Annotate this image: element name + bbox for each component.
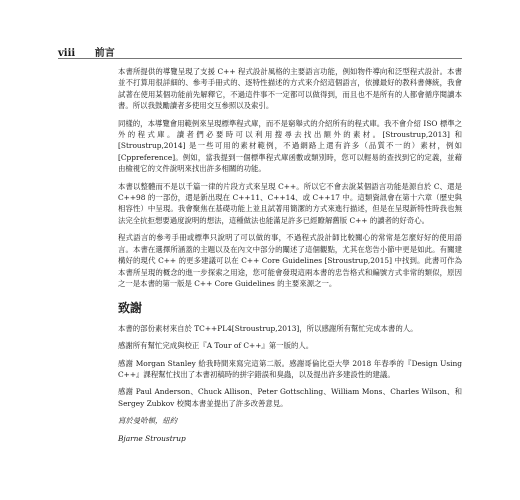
page-number: viii — [58, 48, 76, 59]
page-body — [118, 66, 462, 450]
acknowledgements-paragraph: 感謝 Paul Anderson、Chuck Allison、Peter Gottschling、William Mons、Charles Wilson、和 Sergey Zubkov 校閱本書並提出了許多改善意見。 — [118, 387, 462, 408]
running-header — [58, 44, 115, 59]
closing-line: 寫於曼哈頓，紐約 — [118, 416, 178, 426]
acknowledgements-paragraph: 感謝 Morgan Stanley 給我時間來寫完這第二版。感謝哥倫比亞大學 2018 年春季的『Design Using C++』課程幫忙找出了本書初稿時的拼字錯誤和臭蟲，以及提出許多建設性的建議。 — [118, 358, 462, 379]
acknowledgements-paragraph: 感謝所有幫忙完成與校正『A Tour of C++』第一版的人。 — [118, 341, 314, 351]
acknowledgements-paragraph: 本書的部份素材來自於 TC++PL4[Stroustrup,2013]，所以感謝所有幫忙完成本書的人。 — [118, 323, 418, 333]
body-paragraph: 本書所提供的導覽呈現了支援 C++ 程式設計風格的主要語言功能，例如物件導向和泛型程式設計。本書並不打算用很詳細的、參考手冊式的、逐特性描述的方式來介紹這個語言，依據最好的教科書傳統，我會試著在使用某個功能前先解釋它，不過這件事不一定都可以做得到，而且也不是所有的人都會循序閱讀本書。所以我鼓勵讀者多使用交互參照以及索引。 — [118, 67, 462, 111]
acknowledgements-heading: 致謝 — [118, 301, 143, 316]
body-paragraph: 同樣的，本導覽會用範例來呈現標準程式庫，而不是窮舉式的介紹所有的程式庫。我不會介紹 ISO 標準之外的程式庫。讀者們必要時可以利用搜尋去找出額外的素材。[Stroustrup,2013] 和 [Stroustrup,2014] 是一些可用的素材範例，不過網路上還有許多（品質不一的）素材，例如 [Cppreference]。例如，當我提到一個標準程式庫函數或類別時，您可以輕易的查找到它的定義，並藉由檢視它的文件說明來找出許多相關的功能。 — [118, 118, 462, 174]
body-paragraph: 本書以整體而不是以千篇一律的片段方式來呈現 C++。所以它不會去說某個語言功能是源自於 C、還是 C++98 的一部份，還是新出現在 C++11、C++14、或 C++17 中。這類資訊會在第十六章（歷史與相容性）中呈現。我會聚焦在基礎功能上並且試著用簡潔的方式來進行描述，但是在呈現新特性時我也無法完全抗拒想要過度說明的想法，這種做法也能滿足許多已經瞭解舊版 C++ 的讀者的好奇心。 — [118, 181, 462, 225]
author-signature: Bjarne Stroustrup — [118, 433, 186, 443]
body-paragraph: 程式語言的參考手冊或標準只說明了可以做的事，不過程式設計師比較關心的常常是怎麼好好的使用語言。本書在選擇所涵蓋的主題以及在內文中部分的闡述了這個觀點，尤其在您告小節中更是如此。有關建構好的現代 C++ 的更多建議可以在 C++ Core Guidelines [Stroustrup,2015] 中找到。此書可作為本書所呈現的概念的進一步探索之用途，您可能會發現這兩本書的忠告格式和編號方式非常的類似，原因之一是本書的第一版是 C++ Core Guidelines 的主要來源之一。 — [118, 233, 462, 288]
header-rule — [58, 58, 462, 59]
section-title: 前言 — [94, 48, 115, 59]
